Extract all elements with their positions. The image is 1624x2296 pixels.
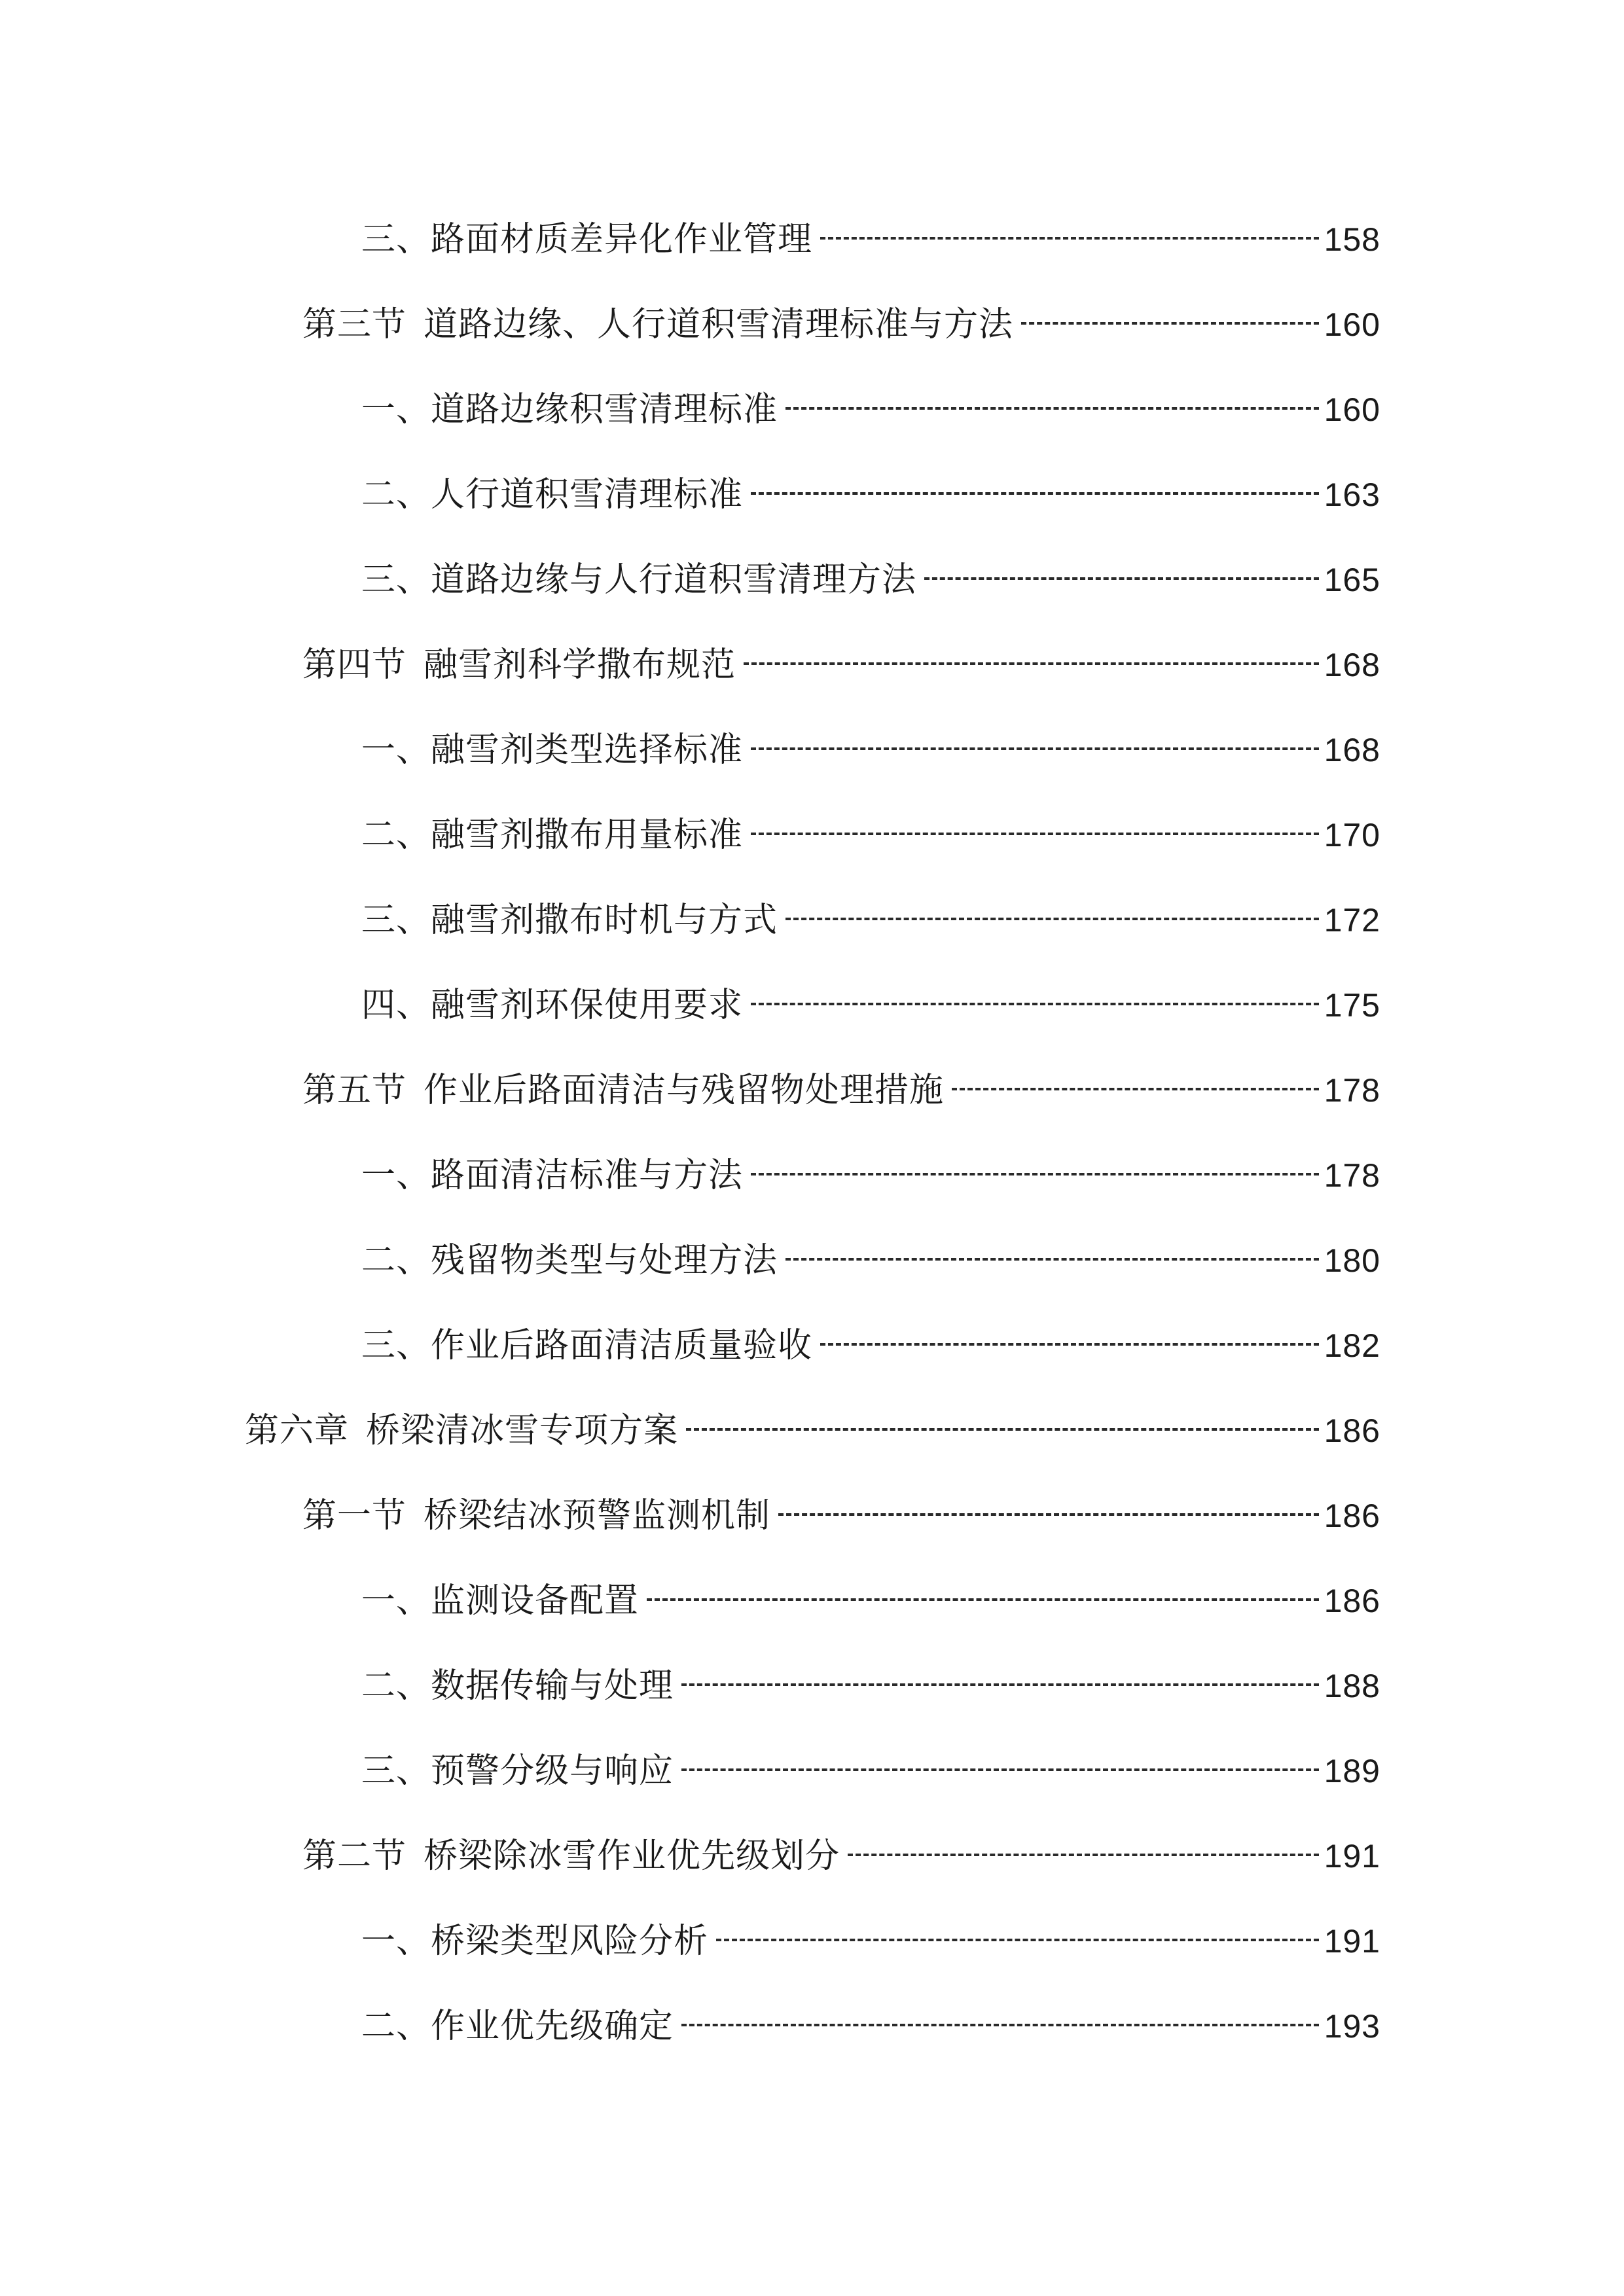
toc-page-number: 175 xyxy=(1324,987,1380,1024)
toc-entry-title xyxy=(302,1827,840,1885)
toc-page-number: 178 xyxy=(1324,1072,1380,1109)
toc-entry-text: 一、监测设备配置 xyxy=(361,1581,640,1621)
toc-page-number: 191 xyxy=(1324,1923,1380,1960)
toc-page-number: 186 xyxy=(1324,1583,1380,1619)
toc-entry-title xyxy=(361,1317,812,1374)
toc-entry-text: 三、作业后路面清洁质量验收 xyxy=(361,1326,813,1365)
toc-entry-10[interactable] xyxy=(0,977,1624,1062)
toc-entry-title xyxy=(361,721,743,779)
toc-entry-21[interactable] xyxy=(0,1912,1624,1998)
toc-page-number: 165 xyxy=(1324,562,1380,598)
toc-entry-4[interactable] xyxy=(0,466,1624,551)
toc-page-number: 180 xyxy=(1324,1242,1380,1279)
toc-entry-5[interactable] xyxy=(0,551,1624,636)
toc-entry-17[interactable] xyxy=(0,1572,1624,1657)
toc-entry-7[interactable] xyxy=(0,721,1624,806)
toc-entry-number: 第五节 xyxy=(302,1071,407,1110)
toc-entry-18[interactable] xyxy=(0,1657,1624,1742)
toc-entry-title xyxy=(302,1062,944,1119)
toc-entry-text: 二、数据传输与处理 xyxy=(361,1666,674,1706)
toc-entry-19[interactable] xyxy=(0,1742,1624,1827)
toc-entry-2[interactable] xyxy=(0,296,1624,381)
toc-entry-6[interactable] xyxy=(0,636,1624,721)
toc-entry-text: 一、融雪剂类型选择标准 xyxy=(361,730,744,770)
toc-entry-title xyxy=(302,296,1013,353)
toc-entry-text: 一、桥梁类型风险分析 xyxy=(361,1922,709,1961)
toc-entry-11[interactable] xyxy=(0,1062,1624,1147)
toc-entry-title xyxy=(361,1742,674,1800)
toc-entry-title xyxy=(361,977,743,1034)
toc-page-number: 188 xyxy=(1324,1668,1380,1704)
toc-entry-text: 二、残留物类型与处理方法 xyxy=(361,1241,778,1280)
toc-entry-number: 第三节 xyxy=(302,305,407,344)
toc-entry-20[interactable] xyxy=(0,1827,1624,1912)
toc-entry-title xyxy=(361,466,743,524)
toc-entry-title xyxy=(361,1657,674,1715)
toc-dot-leader xyxy=(785,918,1319,920)
toc-page-number: 160 xyxy=(1324,391,1380,428)
toc-entry-text: 三、道路边缘与人行道积雪清理方法 xyxy=(361,560,917,600)
toc-dot-leader xyxy=(785,407,1319,410)
toc-entry-number: 第二节 xyxy=(302,1837,407,1876)
toc-dot-leader xyxy=(848,1854,1319,1856)
toc-page-number: 168 xyxy=(1324,732,1380,768)
toc-entry-title xyxy=(302,636,736,694)
toc-dot-leader xyxy=(716,1939,1319,1941)
toc-entry-text: 四、融雪剂环保使用要求 xyxy=(361,986,744,1025)
toc-entry-16[interactable] xyxy=(0,1487,1624,1572)
toc-entry-number: 第一节 xyxy=(302,1496,407,1535)
toc-entry-number: 第六章 xyxy=(245,1411,350,1450)
toc-entry-title xyxy=(361,1147,743,1204)
toc-dot-leader xyxy=(785,1258,1319,1261)
toc-entry-title xyxy=(245,1402,678,1460)
toc-dot-leader xyxy=(924,577,1319,580)
toc-page-number: 172 xyxy=(1324,902,1380,939)
toc-page-number: 178 xyxy=(1324,1157,1380,1194)
toc-entry-12[interactable] xyxy=(0,1147,1624,1232)
toc-entry-text: 一、道路边缘积雪清理标准 xyxy=(361,390,778,429)
toc-entry-13[interactable] xyxy=(0,1232,1624,1317)
toc-entry-text: 桥梁除冰雪作业优先级划分 xyxy=(424,1837,840,1876)
toc-dot-leader xyxy=(647,1598,1319,1601)
toc-page-number: 186 xyxy=(1324,1412,1380,1449)
toc-dot-leader xyxy=(751,747,1319,750)
toc-page-number: 170 xyxy=(1324,817,1380,853)
toc-dot-leader xyxy=(681,1683,1319,1686)
toc-entry-title xyxy=(361,1572,639,1630)
toc-page-number: 168 xyxy=(1324,647,1380,683)
toc-entry-title xyxy=(361,1912,708,1970)
toc-entry-text: 道路边缘、人行道积雪清理标准与方法 xyxy=(424,305,1014,344)
toc-entry-text: 作业后路面清洁与残留物处理措施 xyxy=(424,1071,945,1110)
toc-page-number: 186 xyxy=(1324,1498,1380,1534)
toc-dot-leader xyxy=(686,1428,1319,1431)
toc-entry-number: 第四节 xyxy=(302,645,407,685)
toc-entry-title xyxy=(361,211,812,268)
toc-entry-22[interactable] xyxy=(0,1998,1624,2083)
toc-page-number: 160 xyxy=(1324,306,1380,343)
toc-dot-leader xyxy=(820,237,1319,240)
toc-entry-title xyxy=(302,1487,770,1545)
toc-entry-text: 二、融雪剂撒布用量标准 xyxy=(361,816,744,855)
toc-dot-leader xyxy=(751,1173,1319,1175)
toc-dot-leader xyxy=(952,1088,1319,1090)
toc-entry-15[interactable] xyxy=(0,1402,1624,1487)
toc-dot-leader xyxy=(751,492,1319,495)
toc-entry-text: 桥梁结冰预警监测机制 xyxy=(424,1496,771,1535)
toc-entry-14[interactable] xyxy=(0,1317,1624,1402)
toc-entry-title xyxy=(361,551,916,609)
toc-page-number: 191 xyxy=(1324,1838,1380,1874)
toc-entry-text: 三、路面材质差异化作业管理 xyxy=(361,220,813,259)
toc-dot-leader xyxy=(744,662,1319,665)
toc-entry-text: 二、人行道积雪清理标准 xyxy=(361,475,744,514)
toc-entry-text: 三、预警分级与响应 xyxy=(361,1751,674,1791)
toc-dot-leader xyxy=(751,1003,1319,1005)
toc-dot-leader xyxy=(778,1513,1319,1516)
toc-entry-title xyxy=(361,806,743,864)
toc-entry-text: 三、融雪剂撒布时机与方式 xyxy=(361,901,778,940)
toc-entry-title xyxy=(361,1232,778,1289)
toc-entry-3[interactable] xyxy=(0,381,1624,466)
toc-page-number: 163 xyxy=(1324,476,1380,513)
toc-dot-leader xyxy=(820,1343,1319,1346)
toc-page-number: 182 xyxy=(1324,1327,1380,1364)
toc-entry-title xyxy=(361,1998,674,2055)
toc-entry-text: 桥梁清冰雪专项方案 xyxy=(366,1411,679,1450)
toc-entry-8[interactable] xyxy=(0,806,1624,891)
toc-entry-1[interactable] xyxy=(0,211,1624,296)
toc-entry-9[interactable] xyxy=(0,891,1624,977)
toc-entry-text: 二、作业优先级确定 xyxy=(361,2007,674,2046)
toc-dot-leader xyxy=(751,833,1319,835)
toc-page-number: 189 xyxy=(1324,1753,1380,1789)
table-of-contents xyxy=(0,211,1624,2083)
toc-entry-text: 融雪剂科学撒布规范 xyxy=(424,645,736,685)
toc-entry-text: 一、路面清洁标准与方法 xyxy=(361,1156,744,1195)
toc-dot-leader xyxy=(1021,322,1319,325)
toc-entry-title xyxy=(361,381,778,439)
toc-page-number: 193 xyxy=(1324,2008,1380,2045)
toc-dot-leader xyxy=(681,1768,1319,1771)
toc-page-number: 158 xyxy=(1324,221,1380,258)
toc-entry-title xyxy=(361,891,778,949)
toc-dot-leader xyxy=(681,2024,1319,2026)
